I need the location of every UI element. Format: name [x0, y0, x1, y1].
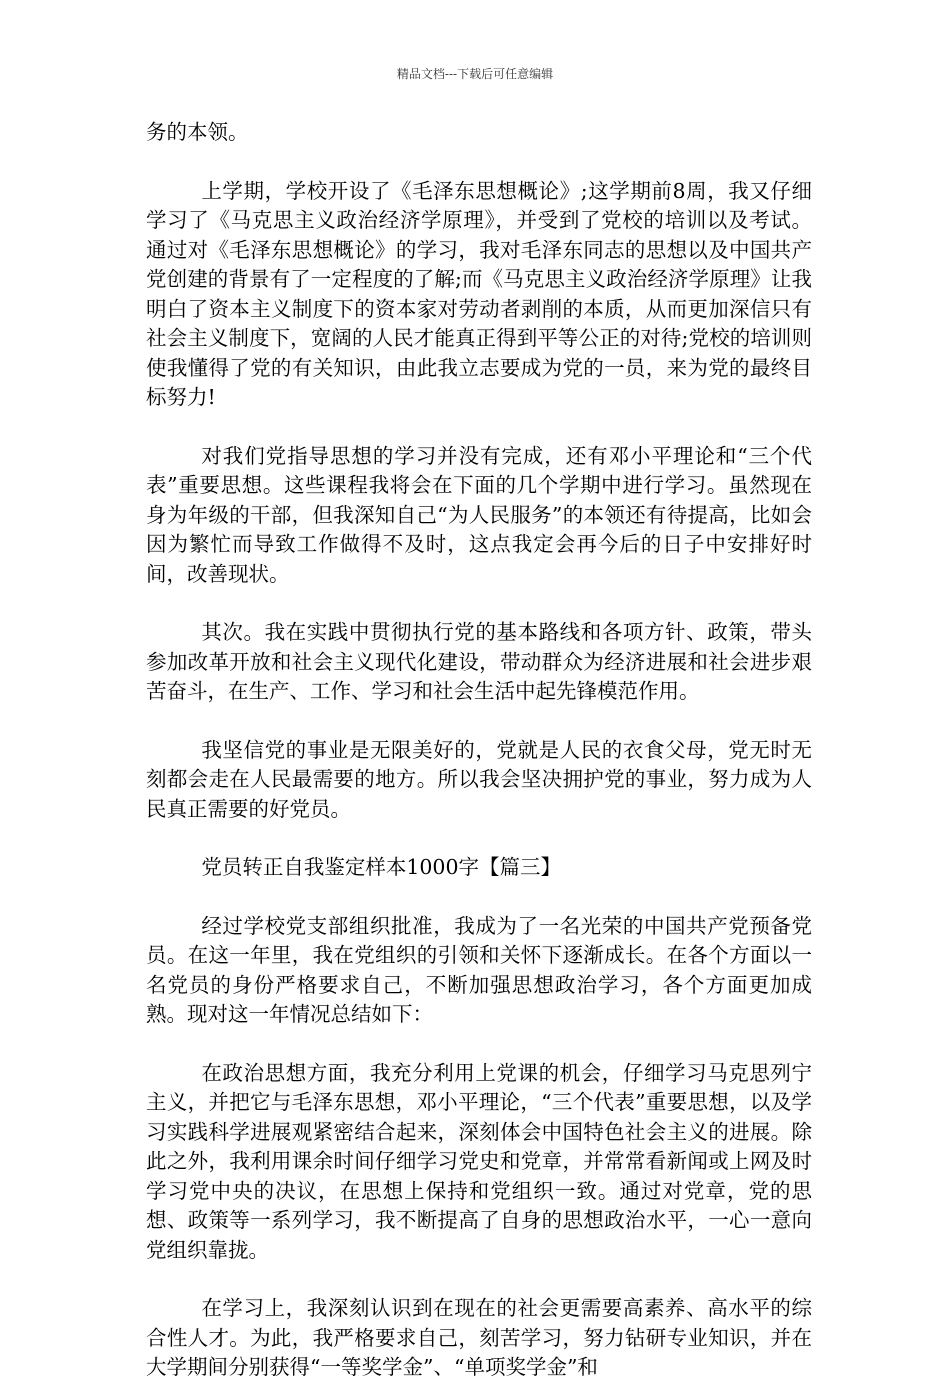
document-body [146, 118, 812, 1383]
paragraph-learning: 在学习上，我深刻认识到在现在的社会更需要高素养、高水平的综合性人才。为此，我严格要求自己，刻苦学习，努力钻研专业知识，并在大学期间分别获得“一等奖学金”、“单项奖学金”和 [146, 1296, 812, 1379]
paragraph-study-courses: 上学期，学校开设了《毛泽东思想概论》;这学期前8周，我又仔细学习了《马克思主义政治经济学原理》，并受到了党校的培训以及考试。通过对《毛泽东思想概论》的学习，我对毛泽东同志的思想以及中国共产党创建的背景有了一定程度的了解;而《马克思主义政治经济学原理》让我明白了资本主义制度下的资本家对劳动者剥削的本质，从而更加深信只有社会主义制度下，宽阔的人民才能真正得到平等公正的对待;党校的培训则使我懂得了党的有关知识，由此我立志要成为党的一员，来为党的最终目标努力! [146, 178, 812, 409]
section-heading: 党员转正自我鉴定样本1000字【篇三】 [201, 855, 562, 879]
paragraph-intro: 经过学校党支部组织批准，我成为了一名光荣的中国共产党预备党员。在这一年里，我在党组织的引领和关怀下逐渐成长。在各个方面以一名党员的身份严格要求自己，不断加强思想政治学习，各个方面更加成熟。现对这一年情况总结如下： [146, 913, 812, 1026]
paragraph-practice: 其次。我在实践中贯彻执行党的基本路线和各项方针、政策，带头参加改革开放和社会主义现代化建设，带动群众为经济进展和社会进步艰苦奋斗，在生产、工作、学习和社会生活中起先锋模范作用。 [146, 620, 812, 703]
paragraph-guiding-thought: 对我们党指导思想的学习并没有完成，还有邓小平理论和“三个代表”重要思想。这些课程我将会在下面的几个学期中进行学习。虽然现在身为年级的干部，但我深知自己“为人民服务”的本领还有待提高，比如会因为繁忙而导致工作做得不及时，这点我定会再今后的日子中安排好时间，改善现状。 [146, 443, 812, 586]
paragraph-belief: 我坚信党的事业是无限美好的，党就是人民的衣食父母，党无时无刻都会走在人民最需要的地方。所以我会坚决拥护党的事业，努力成为人民真正需要的好党员。 [146, 737, 812, 821]
paragraph-political-thought: 在政治思想方面，我充分利用上党课的机会，仔细学习马克思列宁主义，并把它与毛泽东思想，邓小平理论，“三个代表”重要思想，以及学习实践科学进展观紧密结合起来，深刻体会中国特色社会主义的进展。除此之外，我利用课余时间仔细学习党史和党章，并常常看新闻或上网及时学习党中央的决议，在思想上保持和党组织一致。通过对党章，党的思想、政策等一系列学习，我不断提高了自身的思想政治水平，一心一意向党组织靠拢。 [146, 1060, 812, 1262]
page-header: 精品文档---下载后可任意编辑 [396, 67, 554, 81]
paragraph-continuation: 务的本领。 [146, 120, 249, 144]
